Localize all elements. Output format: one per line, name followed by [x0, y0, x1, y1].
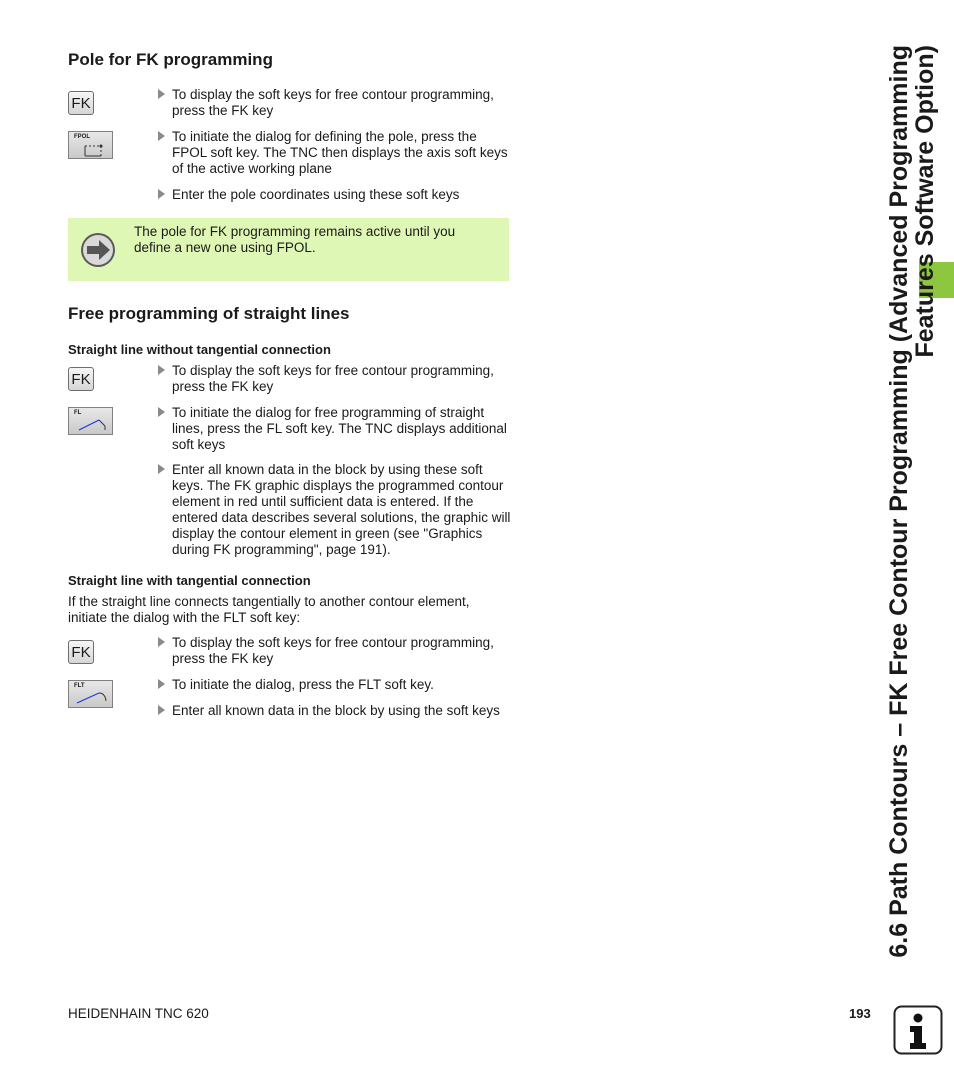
- subheading-no-tangential: Straight line without tangential connection: [68, 342, 331, 357]
- line-symbol-icon: [69, 408, 114, 436]
- step-item: To initiate the dialog, press the FLT soft key.: [158, 677, 514, 693]
- fk-key: FK: [68, 367, 94, 391]
- subheading-tangential: Straight line with tangential connection: [68, 573, 311, 588]
- bullet-arrow-icon: [158, 705, 165, 715]
- note-box: The pole for FK programming remains active until you define a new one using FPOL.: [68, 218, 509, 281]
- step-item: Enter all known data in the block by using these soft keys. The FK graphic displays the programmed contour element in red until sufficient data is entered. If the entered data describes several solutions, the graphic will display the contour element in green (see "Graphics during FK programming", page 191).: [158, 462, 514, 558]
- info-icon: [893, 1005, 943, 1055]
- step-item: To display the soft keys for free contour programming, press the FK key: [158, 635, 514, 667]
- bullet-arrow-icon: [158, 131, 165, 141]
- step-item: To initiate the dialog for defining the pole, press the FPOL soft key. The TNC then displays the axis soft keys of the active working plane: [158, 129, 514, 177]
- fk-key: FK: [68, 91, 94, 115]
- bullet-arrow-icon: [158, 89, 165, 99]
- bullet-arrow-icon: [158, 407, 165, 417]
- pole-symbol-icon: [69, 132, 114, 160]
- flt-soft-key: FLT: [68, 680, 113, 708]
- chapter-title-line1: 6.6 Path Contours – FK Free Contour Programming (Advanced Programming: [885, 45, 913, 958]
- section-heading-straight-lines: Free programming of straight lines: [68, 304, 350, 323]
- bullet-arrow-icon: [158, 365, 165, 375]
- bullet-arrow-icon: [158, 189, 165, 199]
- chapter-title-line2: Features Software Option): [911, 45, 939, 358]
- fl-soft-key: FL: [68, 407, 113, 435]
- intro-paragraph: If the straight line connects tangentially to another contour element, initiate the dialog with the FLT soft key:: [68, 594, 470, 625]
- fpol-soft-key: FPOL: [68, 131, 113, 159]
- step-item: To display the soft keys for free contour programming, press the FK key: [158, 363, 514, 395]
- step-item: Enter the pole coordinates using these soft keys: [158, 187, 514, 203]
- bullet-arrow-icon: [158, 679, 165, 689]
- bullet-arrow-icon: [158, 464, 165, 474]
- step-item: Enter all known data in the block by using the soft keys: [158, 703, 514, 719]
- section-heading-pole: Pole for FK programming: [68, 50, 273, 69]
- page-number: 193: [849, 1006, 871, 1021]
- chapter-title: [870, 0, 954, 985]
- fk-key: FK: [68, 640, 94, 664]
- step-item: To display the soft keys for free contour programming, press the FK key: [158, 87, 514, 119]
- arrow-right-note-icon: [80, 232, 116, 268]
- step-item: To initiate the dialog for free programming of straight lines, press the FL soft key. The TNC displays additional soft keys: [158, 405, 514, 453]
- footer-product: HEIDENHAIN TNC 620: [68, 1006, 209, 1021]
- tangent-line-symbol-icon: [69, 681, 114, 709]
- bullet-arrow-icon: [158, 637, 165, 647]
